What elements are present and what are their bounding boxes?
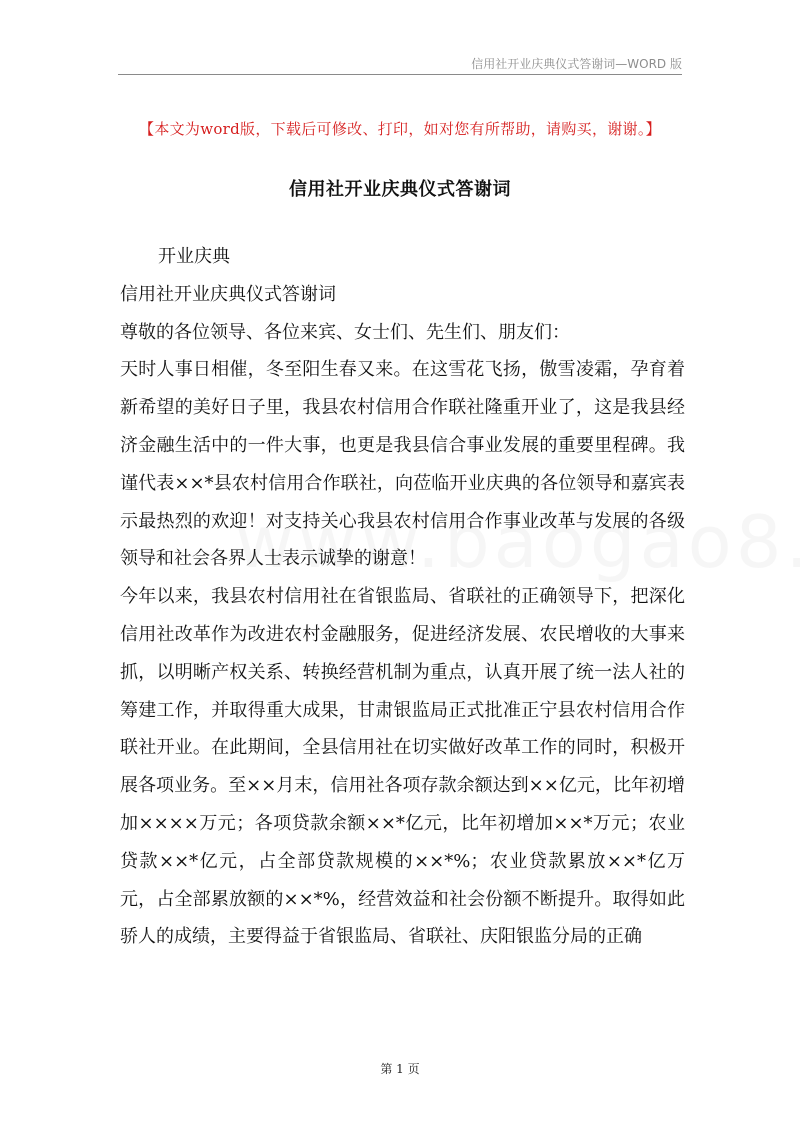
page-number: 第 1 页	[380, 1062, 420, 1076]
page-header	[118, 56, 682, 75]
paragraph-salutation: 尊敬的各位领导、各位来宾、女士们、先生们、朋友们：	[120, 321, 570, 343]
paragraph-category: 开业庆典	[158, 246, 230, 267]
paragraph-opening: 天时人事日相催，冬至阳生春又来。在这雪花飞扬，傲雪凌霜，孕育着新希望的美好日子里，我县农村信用合作联社隆重开业了，这是我县经济金融生活中的一件大事，也更是我县信合事业发展的重要里程碑。我谨代表××*县农村信用合作联社，向莅临开业庆典的各位领导和嘉宾表示最热烈的欢迎！对支持关心我县农村信用合作事业改革与发展的各级领导和社会各界人士表示诚挚的谢意！	[120, 359, 685, 570]
purchase-notice: 【本文为word版，下载后可修改、打印，如对您有所帮助，请购买，谢谢。】	[139, 120, 661, 138]
document-body	[120, 238, 685, 956]
header-text: 信用社开业庆典仪式答谢词—WORD 版	[471, 57, 682, 71]
paragraph-subtitle: 信用社开业庆典仪式答谢词	[120, 283, 336, 305]
paragraph-achievements: 今年以来，我县农村信用社在省银监局、省联社的正确领导下，把深化信用社改革作为改进农村金融服务，促进经济发展、农民增收的大事来抓，以明晰产权关系、转换经营机制为重点，认真开展了统一法人社的筹建工作，并取得重大成果，甘肃银监局正式批准正宁县农村信用合作联社开业。在此期间，全县信用社在切实做好改革工作的同时，积极开展各项业务。至××月末，信用社各项存款余额达到××亿元，比年初增加××××万元；各项贷款余额××*亿元，比年初增加××*万元；农业贷款××*亿元，占全部贷款规模的××*%；农业贷款累放××*亿万元，占全部累放额的××*%，经营效益和社会份额不断提升。取得如此骄人的成绩，主要得益于省银监局、省联社、庆阳银监分局的正确	[120, 586, 685, 948]
document-title: 信用社开业庆典仪式答谢词	[289, 179, 511, 200]
